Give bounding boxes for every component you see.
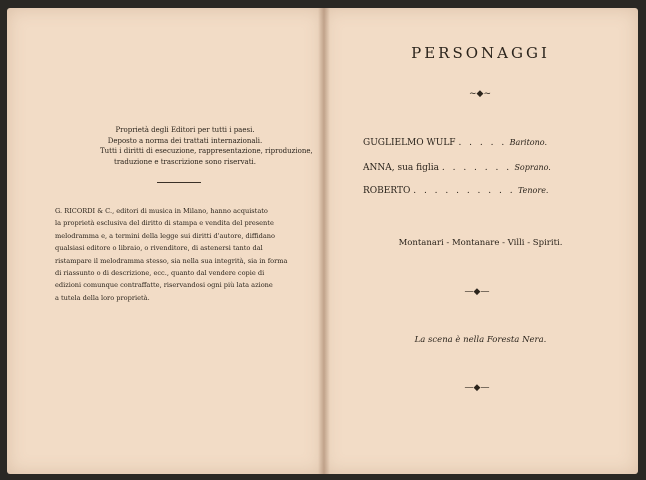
notice-line: la proprietà esclusiva del diritto di stampa e vendita del presente <box>55 219 274 228</box>
cast-dots: . . . . . . . . . . <box>413 186 516 196</box>
cast-name: ANNA, sua figlia <box>363 163 439 173</box>
ornament-divider-icon: —◆— <box>464 287 490 297</box>
cast-name: GUGLIELMO WULF <box>363 138 456 148</box>
rights-line: traduzione e trascrizione sono riservati. <box>114 157 256 166</box>
cast-dots: . . . . . . . <box>441 163 512 173</box>
cast-voice: Baritono. <box>509 138 547 147</box>
rights-line: Deposto a norma dei trattati internazionali. <box>107 136 263 145</box>
page-title: PERSONAGGI <box>411 44 550 62</box>
notice-line: qualsiasi editore o libraio, o rivenditore, di astenersi tanto dal <box>55 244 263 253</box>
ornament-divider-icon: —◆— <box>464 383 490 393</box>
cast-voice: Soprano. <box>514 163 551 172</box>
rights-line: Tutti i diritti di esecuzione, rappresentazione, riproduzione, <box>100 147 313 155</box>
notice-line: di riassunto o di descrizione, ecc., quanto dal vendere copie di <box>55 269 265 278</box>
notice-line: G. RICORDI & C., editori di musica in Milano, hanno acquistato <box>55 207 268 215</box>
rights-notice <box>100 125 313 167</box>
ricordi-notice <box>55 205 287 304</box>
cast-row <box>363 163 563 173</box>
ornament-flourish-icon: ~◆~ <box>468 89 491 99</box>
notice-line: edizioni comunque contraffatte, riservandosi ogni più lata azione <box>55 281 273 290</box>
divider-rule <box>157 182 201 183</box>
cast-row <box>363 138 563 148</box>
cast-voice: Tenore. <box>517 186 549 195</box>
scene-setting: La scena è nella Foresta Nera. <box>414 335 547 345</box>
cast-row <box>363 186 563 196</box>
cast-dots: . . . . . <box>458 138 507 148</box>
notice-line: ristampare il melodramma stesso, sia nella sua integrità, sia in forma <box>55 256 288 265</box>
notice-line: a tutela della loro proprietà. <box>55 293 150 302</box>
cast-name: ROBERTO <box>363 186 411 196</box>
rights-line: Proprietà degli Editori per tutti i paesi. <box>115 126 255 134</box>
chorus-roles: Montanari - Montanare - Villi - Spiriti. <box>398 238 563 248</box>
notice-line: melodramma e, a termini della legge sui diritti d'autore, diffidano <box>55 231 276 240</box>
